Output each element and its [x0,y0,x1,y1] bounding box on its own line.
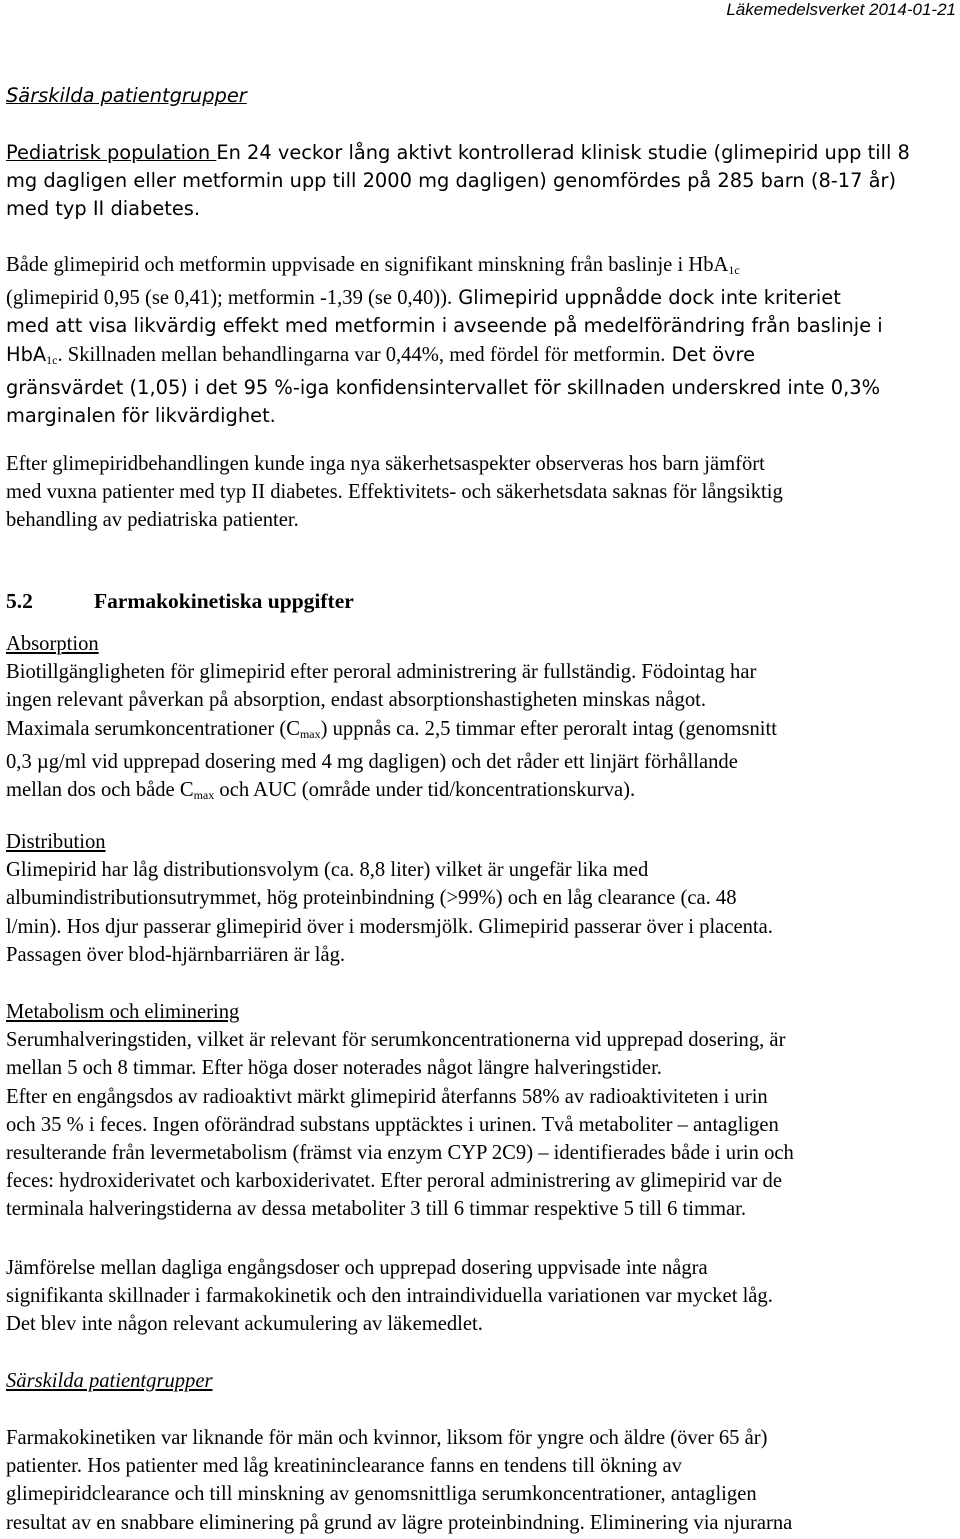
distribution-paragraph: Distribution Glimepirid har låg distributionsvolym (ca. 8,8 liter) vilket är ungefär lika med albumindistributionsutrymmet, hög proteinbindning (>99%) och en låg clearance (ca. 48 l/min). Hos djur passerar glimepirid över i modersmjölk. Glimepirid passerar över i placenta. Passagen över blod-hjärnbarriären är låg. [6,828,958,969]
metabolism-heading: Metabolism och eliminering [6,1001,240,1023]
section-name: Farmakokinetiska uppgifter [94,589,354,613]
safety-paragraph: Efter glimepiridbehandlingen kunde inga nya säkerhetsaspekter observeras hos barn jämfört med vuxna patienter med typ II diabetes. Effektivitets- och säkerhetsdata saknas för långsiktig behandling av pediatriska patienter. [6,453,783,532]
document-header: Läkemedelsverket 2014-01-21 [726,0,956,19]
section-title [6,589,354,614]
efficacy-paragraph: Både glimepirid och metformin uppvisade en signifikant minskning från baslinje i HbA$_{1c}$ (glimepirid 0,95 (se 0,41); metformin -1,39 (se 0,40)). Glimepirid uppnådde dock inte kriteriet med att visa likvärdig effekt med metformin i avseende på medelförändring från baslinje i HbA$_{1c}$. Skillnaden mellan behandlingarna var 0,44%, med fördel för metformin. Det övre gränsvärdet (1,05) i det 95 %-iga konfidensintervallet för skillnaden underskred inte 0,3% marginalen för likvärdighet. [6,254,883,428]
pediatric-label: Pediatrisk population [6,141,217,164]
section-number: 5.2 [6,589,33,613]
pediatric-paragraph: Pediatrisk population En 24 veckor lång aktivt kontrollerad klinisk studie (glimepirid upp till 8 mg dagligen eller metformin upp till 2000 mg dagligen) genomfördes på 285 barn (8-17 år) med typ II diabetes. [6,141,910,221]
distribution-heading: Distribution [6,831,106,853]
special-groups-paragraph: Farmakokinetiken var liknande för män och kvinnor, liksom för yngre och äldre (över 65 år) patienter. Hos patienter med låg kreatininclearance fanns en tendens till ökning av glimepiridclearance och till minskning av genomsnittliga serumkoncentrationer, antagligen resultat av en snabbare eliminering på grund av lägre proteinbindning. Eliminering via njurarna [6,1427,793,1534]
comparison-paragraph: Jämförelse mellan dagliga engångsdoser och upprepad dosering uppvisade inte några signifikanta skillnader i farmakokinetik och den intraindividuella variationen var mycket låg. Det blev inte någon relevant ackumulering av läkemedlet. [6,1257,773,1336]
metabolism-paragraph: Metabolism och eliminering Serumhalveringstiden, vilket är relevant för serumkoncentrationerna vid upprepad dosering, är mellan 5 och 8 timmar. Efter höga doser noterades något längre halveringstider. Efter en engångsdos av radioaktivt märkt glimepirid återfanns 58% av radioaktiviteten i urin och 35 % i feces. Ingen oförändrad substans upptäcktes i urinen. Två metaboliter – antagligen resulterande från levermetabolism (främst via enzym CYP 2C9) – identifierades både i urin och feces: hydroxiderivatet och karboxiderivatet. Efter peroral administrering av glimepirid var de terminala halveringstiderna av dessa metaboliter 3 till 6 timmar respektive 5 till 6 timmar. [6,998,958,1224]
absorption-heading: Absorption [6,633,99,655]
absorption-paragraph: Absorption Biotillgängligheten för glimepirid efter peroral administrering är fullständig. Födointag har ingen relevant påverkan på absorption, endast absorptionshastigheten minskas något. Maximala serumkoncentrationer $(C_{max})$ uppnås ca. 2,5 timmar efter peroralt intag (genomsnitt 0,3 µg/ml vid upprepad dosering med 4 mg dagligen) och det råder ett linjärt förhållande mellan dos och både $C_{max}$ och AUC (område under tid/koncentrationskurva). [6,630,958,809]
special-groups-heading-2: Särskilda patientgrupper [6,1370,213,1392]
section-heading-special-groups: Särskilda patientgrupper [6,84,247,107]
